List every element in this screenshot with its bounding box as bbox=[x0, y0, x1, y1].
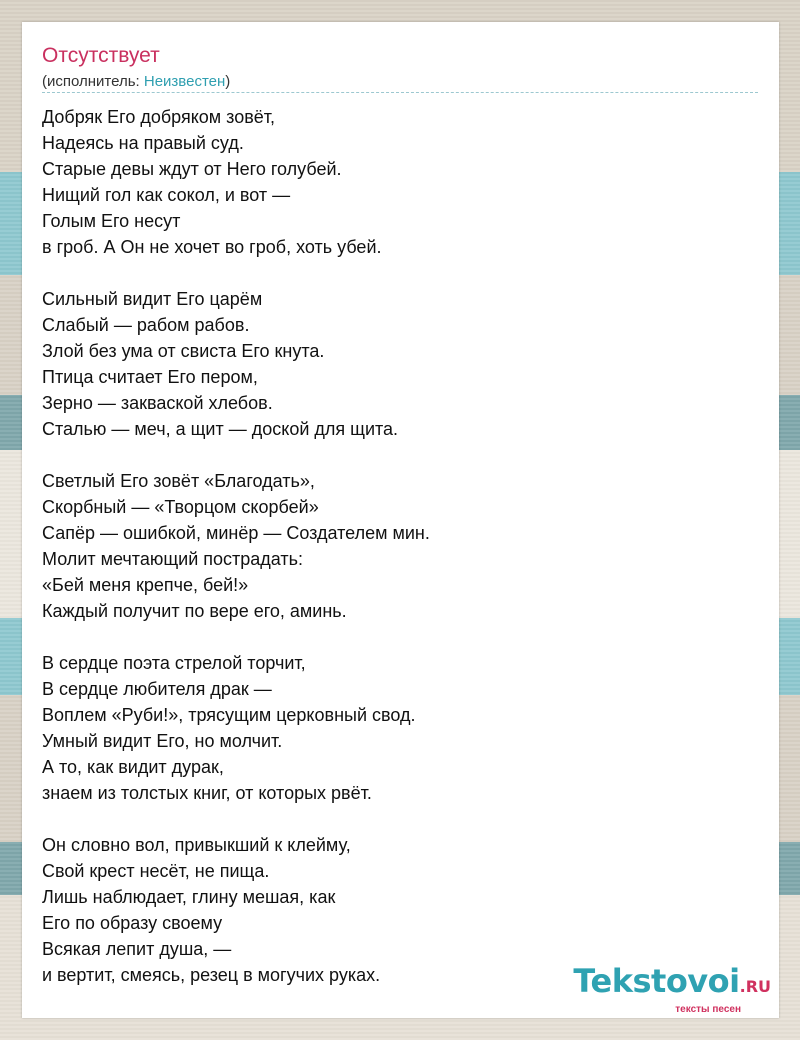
lyric-line: Скорбный — «Творцом скорбей» bbox=[42, 497, 319, 517]
lyric-line: Слабый — рабом рабов. bbox=[42, 315, 250, 335]
stanza bbox=[42, 650, 758, 806]
lyrics-card bbox=[22, 22, 779, 1018]
lyric-line: В сердце поэта стрелой торчит, bbox=[42, 653, 306, 673]
lyric-line: Воплем «Руби!», трясущим церковный свод. bbox=[42, 705, 416, 725]
artist-line bbox=[42, 73, 230, 91]
lyric-line: Нищий гол как сокол, и вот — bbox=[42, 185, 291, 205]
lyric-line: Злой без ума от свиста Его кнута. bbox=[42, 341, 325, 361]
logo-tld: .RU bbox=[739, 977, 771, 996]
lyric-line: Он словно вол, привыкший к клейму, bbox=[42, 835, 351, 855]
lyric-line: Умный видит Его, но молчит. bbox=[42, 731, 283, 751]
lyric-line: Сталью — меч, а щит — доской для щита. bbox=[42, 419, 399, 439]
lyric-line: в гроб. А Он не хочет во гроб, хоть убей. bbox=[42, 237, 382, 257]
divider bbox=[42, 92, 758, 93]
lyrics-body bbox=[42, 104, 758, 1014]
lyric-line: знаем из толстых книг, от которых рвёт. bbox=[42, 783, 372, 803]
lyric-line: Добряк Его добряком зовёт, bbox=[42, 107, 276, 127]
lyric-line: Лишь наблюдает, глину мешая, как bbox=[42, 887, 336, 907]
lyric-line: Каждый получит по вере его, аминь. bbox=[42, 601, 347, 621]
logo-wordmark bbox=[573, 964, 771, 1004]
lyric-line: Голым Его несут bbox=[42, 211, 181, 231]
lyric-line: Всякая лепит душа, — bbox=[42, 939, 232, 959]
stanza bbox=[42, 468, 758, 624]
lyric-line: Свой крест несёт, не пища. bbox=[42, 861, 270, 881]
lyric-line: и вертит, смеясь, резец в могучих руках. bbox=[42, 965, 381, 985]
logo-name: Tekstovoi bbox=[573, 962, 740, 1000]
lyric-line: В сердце любителя драк — bbox=[42, 679, 272, 699]
stanza bbox=[42, 104, 758, 260]
lyric-line: «Бей меня крепче, бей!» bbox=[42, 575, 249, 595]
lyric-line: Молит мечтающий пострадать: bbox=[42, 549, 304, 569]
lyric-line: Старые девы ждут от Него голубей. bbox=[42, 159, 342, 179]
logo-tagline: тексты песен bbox=[675, 1004, 741, 1015]
lyric-line: Светлый Его зовёт «Благодать», bbox=[42, 471, 315, 491]
lyric-line: А то, как видит дурак, bbox=[42, 757, 224, 777]
artist-prefix: (исполнитель: bbox=[42, 73, 144, 90]
song-title: Отсутствует bbox=[42, 44, 160, 67]
lyric-line: Зерно — закваской хлебов. bbox=[42, 393, 273, 413]
site-logo[interactable] bbox=[573, 964, 771, 1016]
artist-suffix: ) bbox=[225, 73, 231, 90]
artist-link[interactable]: Неизвестен bbox=[143, 73, 226, 90]
lyric-line: Сапёр — ошибкой, минёр — Создателем мин. bbox=[42, 523, 430, 543]
stanza bbox=[42, 286, 758, 442]
lyric-line: Надеясь на правый суд. bbox=[42, 133, 244, 153]
lyric-line: Птица считает Его пером, bbox=[42, 367, 258, 387]
lyric-line: Его по образу своему bbox=[42, 913, 223, 933]
lyric-line: Сильный видит Его царём bbox=[42, 289, 263, 309]
